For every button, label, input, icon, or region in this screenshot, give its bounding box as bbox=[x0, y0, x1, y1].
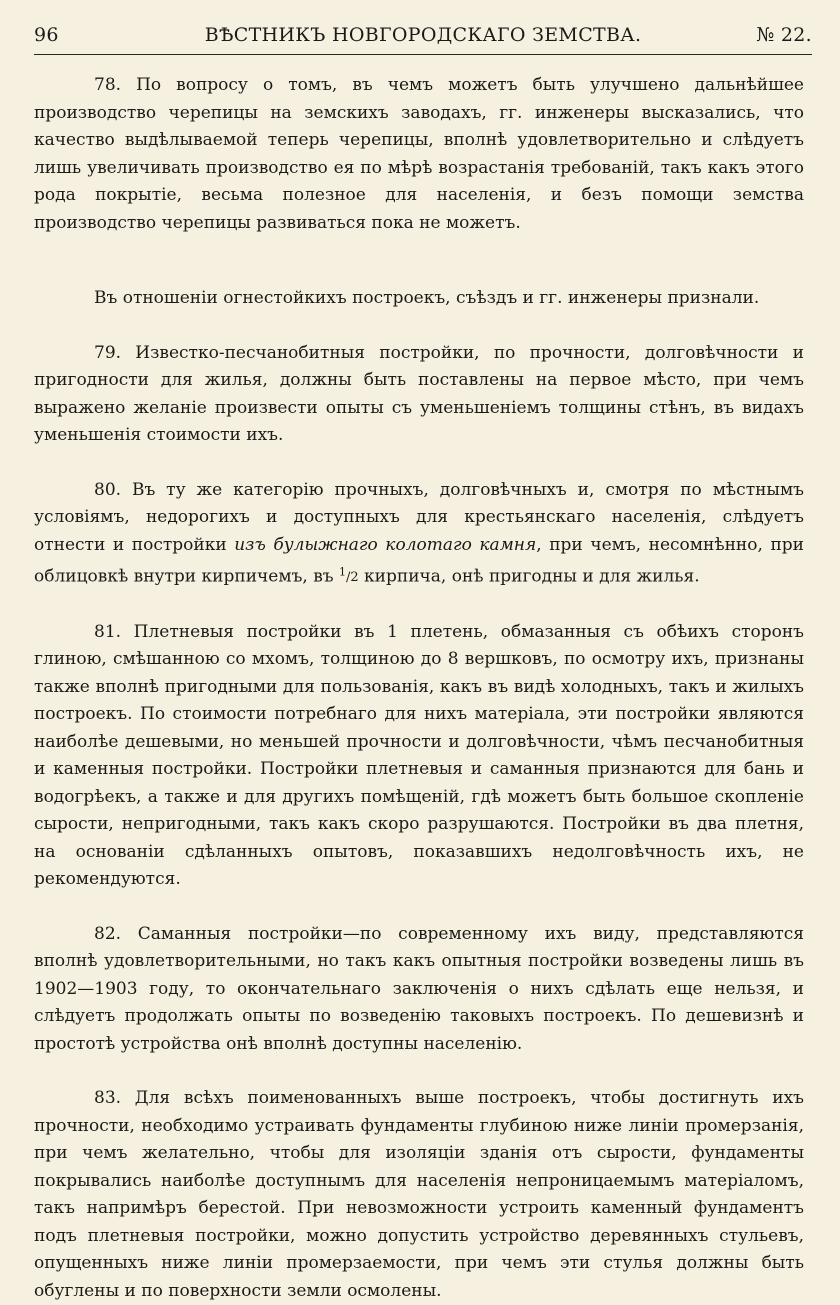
paragraph-78: 78. По вопросу о томъ, въ чемъ можетъ быть улучшено дальнѣйшее производство черепицы на земскихъ заводахъ, гг. инженеры высказались, что качество выдѣлываемой теперь черепицы, вполнѣ удовлетворительно и слѣдуетъ лишь увеличивать производство ея по мѣрѣ возрастанія требованій, такъ какъ этого рода покрытіе, весьма полезное для населенія, и безъ помощи земства производство черепицы развиваться пока не можетъ. bbox=[34, 75, 804, 233]
paragraph-79: 79. Известко-песчанобитныя постройки, по прочности, долговѣчности и пригодности для жилья, должны быть поставлены на первое мѣсто, при чемъ выражено желаніе произвести опыты съ уменьшеніемъ толщины стѣнъ, въ видахъ уменьшенія стоимости ихъ. bbox=[34, 342, 804, 445]
paragraph-81: 81. Плетневыя постройки въ 1 плетень, обмазанныя съ обѣихъ сторонъ глиною, смѣшанною со мхомъ, толщиною до 8 вершковъ, по осмотру ихъ, признаны также вполнѣ пригодными для пользованія, какъ въ видѣ холодныхъ, такъ и жилыхъ построекъ. По стоимости потребнаго для нихъ матеріала, эти постройки являются наиболѣе дешевыми, но меньшей прочности и долговѣчности, чѣмъ песчанобитныя и каменныя постройки. Постройки плетневыя и саманныя признаются для бань и водогрѣекъ, а также и для другихъ помѣщеній, гдѣ можетъ быть большое скопленіе сырости, непригодными, такъ какъ скоро разрушаются. Постройки въ два плетня, на основаніи сдѣланныхъ опытовъ, показавшихъ недолговѣчность ихъ, не рекомендуются. bbox=[34, 621, 804, 890]
paragraph-82: 82. Саманныя постройки—по современному ихъ виду, представляются вполнѣ удовлетворительными, но такъ какъ опытныя постройки возведены лишь въ 1902—1903 году, то окончательнаго заключенія о нихъ сдѣлать еще нельзя, и слѣдуетъ продолжать опыты по возведенію таковыхъ построекъ. По дешевизнѣ и простотѣ устройства онѣ вполнѣ доступны населенію. bbox=[34, 923, 804, 1054]
paragraph-80-text-a: 80. Въ ту же категорію прочныхъ, долговѣчныхъ и, смотря по мѣстнымъ условіямъ, недорогихъ и доступныхъ для крестьянскаго населенія, слѣдуетъ отнести и постройки bbox=[34, 479, 804, 555]
body-text bbox=[34, 72, 804, 1305]
paragraph-83: 83. Для всѣхъ поименованныхъ выше построекъ, чтобы достигнуть ихъ прочности, необходимо устраивать фундаменты глубиною ниже линіи промерзанія, при чемъ желательно, чтобы для изоляціи зданія отъ сырости, фундаменты покрывались наиболѣе доступнымъ для населенія непроницаемымъ матеріаломъ, такъ напримѣръ берестой. При невозможности устроить каменный фундаментъ подъ плетневыя постройки, можно допустить устройство деревянныхъ стульевъ, опущенныхъ ниже линіи промерзаемости, при чемъ эти стулья должны быть обуглены и по поверхности земли осмолены. bbox=[34, 1088, 804, 1301]
issue-number: № 22. bbox=[756, 24, 812, 46]
fraction-numerator: 1 bbox=[338, 566, 346, 579]
paragraph-80 bbox=[34, 477, 804, 592]
running-header bbox=[34, 20, 812, 55]
paragraph-80-text-c: кирпича, онѣ пригодны и для жилья. bbox=[364, 566, 700, 587]
fraction bbox=[338, 566, 359, 586]
paragraph-80-italic: изъ булыжнаго колотаго камня bbox=[234, 534, 537, 555]
fraction-denominator: /2 bbox=[345, 570, 359, 586]
section-intro: Въ отношеніи огнестойкихъ построекъ, съѣздъ и гг. инженеры признали. bbox=[94, 288, 760, 308]
paragraph-80-text-b: , при чемъ, несомнѣнно, при облицовкѣ внутри кирпичемъ, въ bbox=[34, 534, 805, 587]
page-number: 96 bbox=[34, 24, 59, 46]
journal-title: ВѢСТНИКЪ НОВГОРОДСКАГО ЗЕМСТВА. bbox=[204, 24, 642, 46]
